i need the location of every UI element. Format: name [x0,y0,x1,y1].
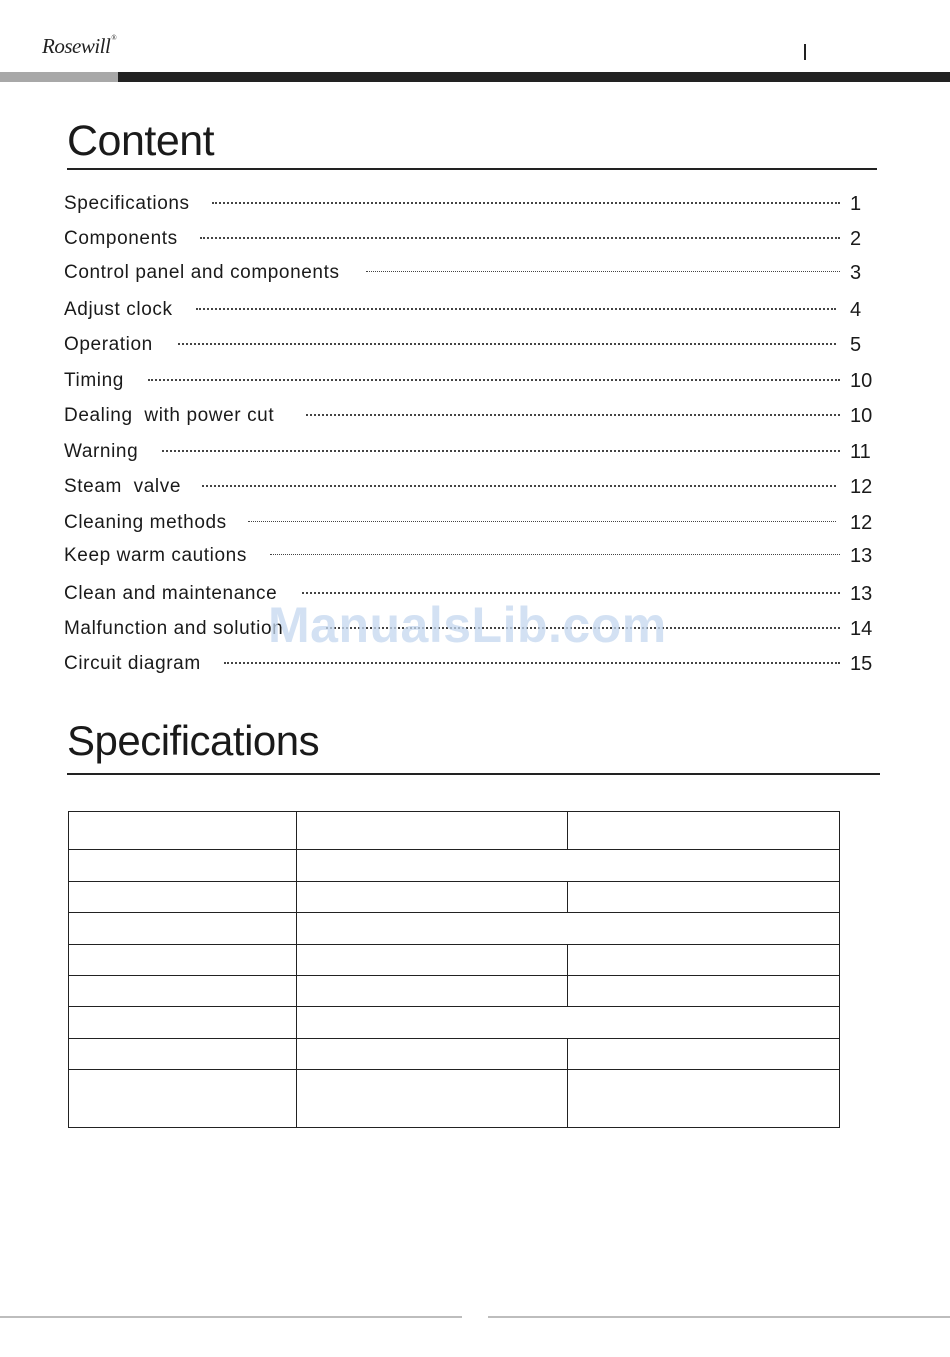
toc-entry-page: 12 [850,512,873,534]
table-cell [568,976,840,1007]
toc-leader [306,414,840,416]
toc-entry-label: Malfunction and solution [64,618,284,639]
table-cell [69,1039,297,1070]
table-cell [297,945,568,976]
table-row [69,1039,840,1070]
toc-entry-components[interactable] [64,225,876,253]
toc-entry-page: 11 [850,441,871,463]
table-cell [568,1039,840,1070]
table-cell [69,1070,297,1128]
table-row [69,850,840,882]
toc-entry-label: Cleaning methods [64,512,227,533]
table-row [69,945,840,976]
toc-entry-label: Warning [64,441,139,462]
toc-leader [212,202,840,204]
table-cell [297,1007,840,1039]
table-cell [69,882,297,913]
table-cell [297,882,568,913]
toc-entry-label: Timing [64,370,124,391]
table-cell [568,945,840,976]
specifications-table [68,811,840,1128]
table-row [69,882,840,913]
footer-rule-left [0,1316,462,1318]
toc-entry-label: Adjust clock [64,299,173,320]
toc-leader [366,271,840,272]
toc-entry-circuit-diagram[interactable] [64,650,876,678]
table-cell [69,976,297,1007]
toc-entry-page: 12 [850,476,873,498]
toc-entry-page: 5 [850,334,862,356]
watermark: ManualsLib.com [268,597,667,653]
header-band-dark [118,72,950,82]
toc-leader [270,554,840,555]
toc-entry-page: 1 [850,193,862,215]
toc-entry-label: Operation [64,334,153,355]
table-cell [297,976,568,1007]
toc-entry-page: 2 [850,228,862,250]
specifications-title: Specifications [67,717,320,764]
header-divider [804,44,806,60]
table-cell [568,1070,840,1128]
toc-entry-operation[interactable] [64,331,876,359]
toc-entry-label: Components [64,228,178,249]
table-cell [568,812,840,850]
content-title-rule [67,168,877,170]
footer-rule-right [488,1316,950,1318]
table-cell [297,913,840,945]
toc-entry-label: Steam valve [64,476,182,497]
toc-leader [178,343,836,345]
table-row [69,1007,840,1039]
table-cell [297,1039,568,1070]
table-cell [297,812,568,850]
toc-entry-keep-warm[interactable] [64,542,876,570]
toc-entry-specifications[interactable] [64,190,876,218]
table-row [69,913,840,945]
toc-entry-label: Specifications [64,193,190,214]
toc-entry-adjust-clock[interactable] [64,296,876,324]
header-band-light [0,72,120,82]
toc-leader [200,237,840,239]
brand-logo: Rosewill® [42,34,117,58]
toc-leader [162,450,840,452]
toc-entry-label: Control panel and components [64,262,340,283]
toc-leader [196,308,836,310]
table-cell [297,850,840,882]
toc-entry-control-panel[interactable] [64,259,876,287]
table-cell [297,1070,568,1128]
toc-entry-page: 13 [850,545,873,567]
toc-entry-page: 10 [850,405,873,427]
table-cell [69,913,297,945]
toc-entry-page: 15 [850,653,873,675]
toc-entry-warning[interactable] [64,438,876,466]
table-row [69,1070,840,1128]
toc-entry-cleaning-methods[interactable] [64,509,876,537]
toc-leader [224,662,840,664]
toc-entry-page: 4 [850,299,862,321]
toc-leader [248,521,836,522]
table-cell [69,1007,297,1039]
toc-entry-label: Clean and maintenance [64,583,278,604]
toc-entry-label: Keep warm cautions [64,545,247,566]
toc-entry-power-cut[interactable] [64,402,876,430]
toc-leader [302,592,840,594]
table-row [69,976,840,1007]
table-row [69,812,840,850]
toc-entry-label: Dealing with power cut [64,405,275,426]
table-cell [568,882,840,913]
toc-entry-label: Circuit diagram [64,653,201,674]
content-title: Content [67,117,215,165]
toc-entry-page: 13 [850,583,873,605]
toc-entry-page: 14 [850,618,873,640]
table-cell [69,812,297,850]
toc-leader [202,485,836,487]
toc-leader [148,379,840,381]
toc-entry-steam-valve[interactable] [64,473,876,501]
toc-entry-page: 3 [850,262,862,284]
toc-entry-timing[interactable] [64,367,876,395]
table-cell [69,945,297,976]
specifications-title-rule [67,773,880,775]
table-cell [69,850,297,882]
toc-entry-page: 10 [850,370,873,392]
